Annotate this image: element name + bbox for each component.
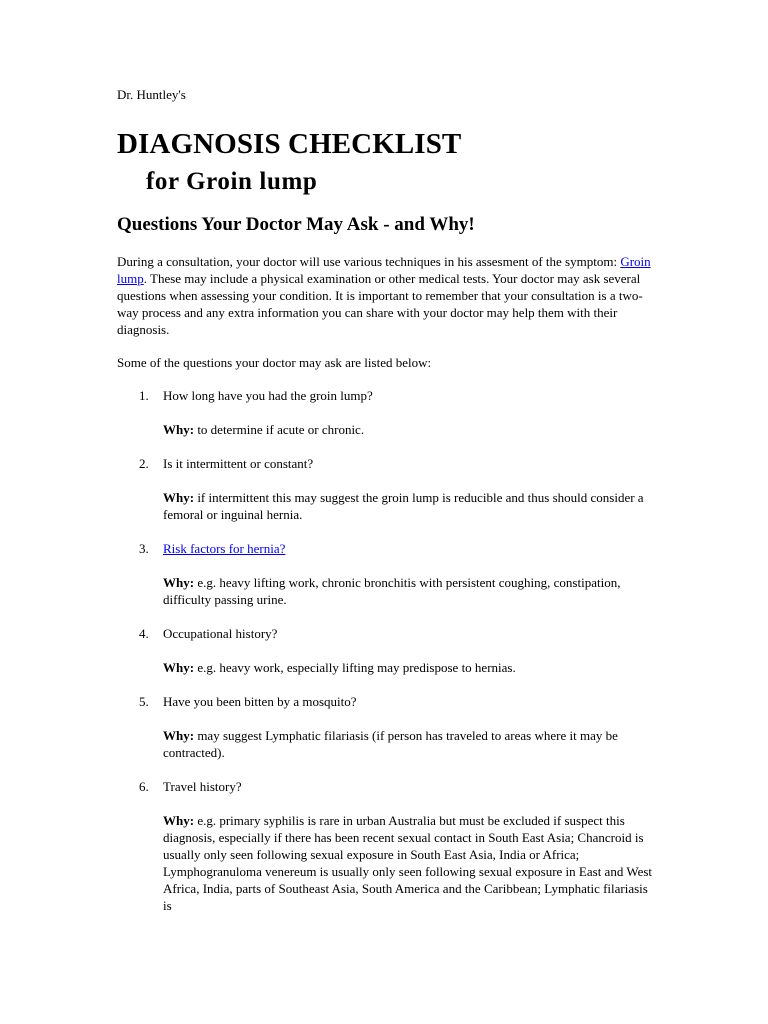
why-text: may suggest Lymphatic filariasis (if person has traveled to areas where it may be contracted). bbox=[163, 728, 618, 760]
why-label: Why: bbox=[163, 813, 195, 828]
question-text: Is it intermittent or constant? bbox=[163, 456, 314, 471]
item-number: 5. bbox=[139, 694, 149, 709]
why-text: e.g. heavy work, especially lifting may predispose to hernias. bbox=[194, 660, 516, 675]
item-number: 3. bbox=[139, 541, 149, 556]
why-answer bbox=[163, 812, 657, 914]
intro-text-after: . These may include a physical examination or other medical tests. Your doctor may ask several questions when assessing your condition. It is important to remember that your consultation is a two-way process and any extra information you can share with your doctor may help them with their diagnosis. bbox=[117, 271, 643, 337]
why-text: e.g. heavy lifting work, chronic bronchitis with persistent coughing, constipation, difficulty passing urine. bbox=[163, 575, 621, 607]
why-label: Why: bbox=[163, 422, 195, 437]
question-text: Travel history? bbox=[163, 779, 242, 794]
intro-text-before: During a consultation, your doctor will use various techniques in his assesment of the symptom: bbox=[117, 254, 621, 269]
why-answer bbox=[163, 659, 657, 676]
byline: Dr. Huntley's bbox=[117, 87, 186, 102]
why-answer bbox=[163, 727, 657, 761]
list-item bbox=[117, 778, 657, 914]
list-intro: Some of the questions your doctor may ask are listed below: bbox=[117, 355, 432, 370]
document-page bbox=[117, 86, 657, 931]
why-text: e.g. primary syphilis is rare in urban Australia but must be excluded if suspect this diagnosis, especially if there has been recent sexual contact in South East Asia; Chancroid is usually only seen following sexual exposure in South East Asia, India or Africa; Lymphogranuloma venereum is usually only seen following sexual exposure in East and West Africa, India, parts of Southeast Asia, South America and the Caribbean; Lymphatic filariasis is bbox=[163, 813, 653, 913]
item-number: 4. bbox=[139, 626, 149, 641]
page-title: DIAGNOSIS CHECKLIST bbox=[117, 128, 462, 160]
why-label: Why: bbox=[163, 660, 195, 675]
why-label: Why: bbox=[163, 575, 195, 590]
section-heading: Questions Your Doctor May Ask - and Why! bbox=[117, 214, 475, 235]
list-item bbox=[117, 540, 657, 608]
risk-factors-link[interactable]: Risk factors for hernia? bbox=[163, 541, 286, 556]
list-item bbox=[117, 455, 657, 523]
why-text: to determine if acute or chronic. bbox=[194, 422, 365, 437]
question-list bbox=[117, 387, 657, 914]
why-label: Why: bbox=[163, 728, 195, 743]
list-item bbox=[117, 387, 657, 438]
item-number: 2. bbox=[139, 456, 149, 471]
question-text: Occupational history? bbox=[163, 626, 278, 641]
list-item bbox=[117, 625, 657, 676]
question-text bbox=[163, 540, 657, 557]
list-item bbox=[117, 693, 657, 761]
why-answer bbox=[163, 489, 657, 523]
why-label: Why: bbox=[163, 490, 195, 505]
why-answer bbox=[163, 421, 657, 438]
question-text: Have you been bitten by a mosquito? bbox=[163, 694, 357, 709]
why-answer bbox=[163, 574, 657, 608]
page-subtitle: for Groin lump bbox=[146, 168, 318, 195]
why-text: if intermittent this may suggest the groin lump is reducible and thus should consider a femoral or inguinal hernia. bbox=[163, 490, 644, 522]
question-text: How long have you had the groin lump? bbox=[163, 388, 373, 403]
item-number: 1. bbox=[139, 388, 149, 403]
groin-lump-link[interactable]: Groin lump bbox=[117, 254, 651, 286]
item-number: 6. bbox=[139, 779, 149, 794]
intro-paragraph bbox=[117, 253, 657, 338]
